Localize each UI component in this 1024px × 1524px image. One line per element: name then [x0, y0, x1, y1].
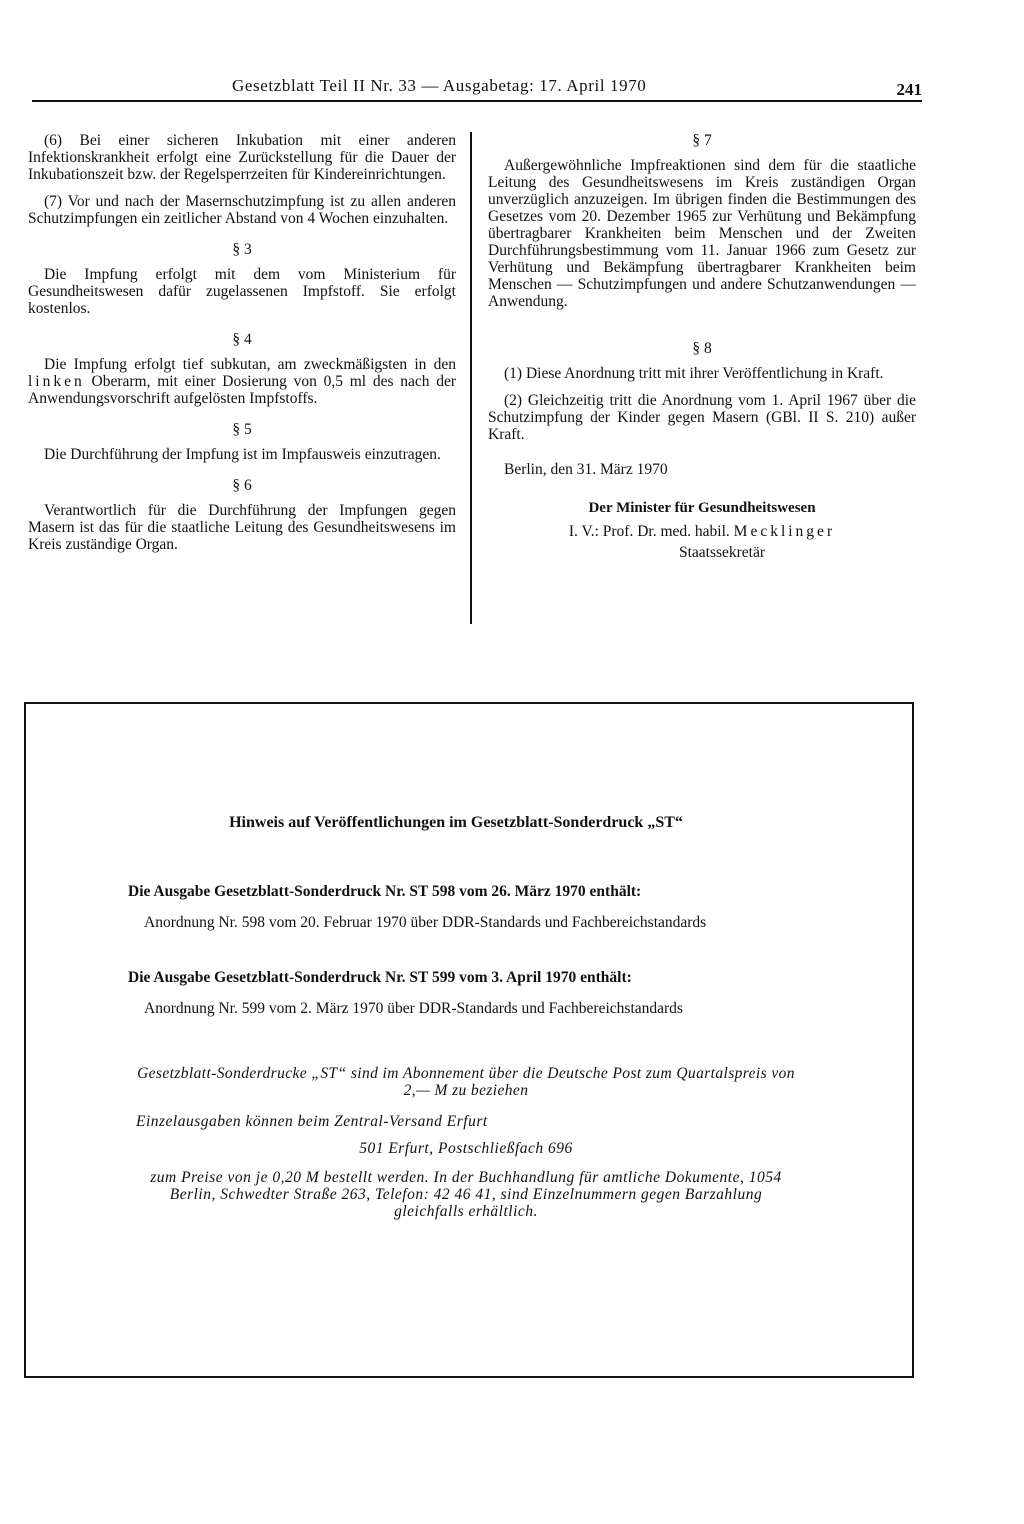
section-3-heading: § 3	[232, 241, 252, 258]
edition-1-body: Anordnung Nr. 598 vom 20. Februar 1970 über DDR-Standards und Fachbereichstandards	[144, 914, 707, 931]
deputy-role: Staatssekretär	[678, 544, 766, 561]
right-column	[488, 132, 916, 561]
notice-box	[24, 702, 914, 1378]
deputy-name: Mecklinger	[733, 523, 836, 540]
deputy-signature	[488, 523, 916, 540]
place-date: Berlin, den 31. März 1970	[504, 461, 668, 478]
section-4-text	[28, 356, 456, 407]
postal-address: 501 Erfurt, Postschließfach 696	[359, 1140, 573, 1157]
paragraph-6: (6) Bei einer sicheren Inkubation mit einer anderen Infektionskrankheit erfolgt eine Zurückstellung für die Dauer der Inkubationszeit bzw. der Regelsperrzeiten für Kindereinrichtungen.	[28, 132, 456, 183]
column-divider	[470, 132, 472, 624]
notice-box-content	[128, 814, 796, 1220]
edition-1-heading: Die Ausgabe Gesetzblatt-Sonderdruck Nr. ST 598 vom 26. März 1970 enthält:	[128, 883, 642, 900]
section-4-text-spaced: linken	[28, 373, 85, 390]
section-6-heading: § 6	[232, 477, 252, 494]
edition-2-heading: Die Ausgabe Gesetzblatt-Sonderdruck Nr. ST 599 vom 3. April 1970 enthält:	[128, 969, 632, 986]
section-5-heading: § 5	[232, 421, 252, 438]
header-title: Gesetzblatt Teil II Nr. 33 — Ausgabetag: 17. April 1970	[232, 76, 647, 95]
price-info: zum Preise von je 0,20 M bestellt werden. In der Buchhandlung für amtliche Dokumente, 1054 Berlin, Schwedter Straße 263, Telefon: 42 46 41, sind Einzelnummern gegen Barzahlung gleichfalls erhältlich.	[150, 1169, 782, 1220]
page-number: 241	[896, 80, 922, 99]
edition-2-body: Anordnung Nr. 599 vom 2. März 1970 über DDR-Standards und Fachbereichstandards	[144, 1000, 683, 1017]
section-4-heading: § 4	[232, 331, 252, 348]
section-5-text: Die Durchführung der Impfung ist im Impfausweis einzutragen.	[44, 446, 441, 463]
section-4-text-a: Die Impfung erfolgt tief subkutan, am zweckmäßigsten in den	[44, 356, 456, 373]
section-6-text: Verantwortlich für die Durchführung der Impfungen gegen Masern ist das für die staatliche Leitung des Gesundheitswesens im Kreis zuständige Organ.	[28, 502, 456, 553]
single-issues-note: Einzelausgaben können beim Zentral-Versand Erfurt	[136, 1113, 488, 1130]
section-4-text-b: Oberarm, mit einer Dosierung von 0,5 ml des nach der Anwendungsvorschrift aufgelösten Impfstoffs.	[28, 373, 457, 407]
section-8-para-2: (2) Gleichzeitig tritt die Anordnung vom 1. April 1967 über die Schutzimpfung der Kinder gegen Masern (GBl. II S. 210) außer Kraft.	[488, 392, 916, 443]
left-column	[28, 132, 456, 553]
section-3-text: Die Impfung erfolgt mit dem vom Ministerium für Gesundheitswesen dafür zugelassenen Impfstoff. Sie erfolgt kostenlos.	[28, 266, 456, 317]
deputy-prefix: I. V.: Prof. Dr. med. habil.	[568, 523, 730, 540]
subscription-note: Gesetzblatt-Sonderdrucke „ST“ sind im Abonnement über die Deutsche Post zum Quartalspreis von 2,— M zu beziehen	[137, 1065, 795, 1099]
section-7-heading: § 7	[692, 132, 712, 149]
notice-heading: Hinweis auf Veröffentlichungen im Gesetzblatt-Sonderdruck „ST“	[229, 814, 683, 831]
minister-title: Der Minister für Gesundheitswesen	[588, 500, 816, 516]
paragraph-7: (7) Vor und nach der Masernschutzimpfung ist zu allen anderen Schutzimpfungen ein zeitlicher Abstand von 4 Wochen einzuhalten.	[28, 193, 456, 227]
section-7-text: Außergewöhnliche Impfreaktionen sind dem für die staatliche Leitung des Gesundheitswesens im Kreis zuständigen Organ unverzüglich anzuzeigen. Im übrigen finden die Bestimmungen des Gesetzes vom 20. Dezember 1965 zur Verhütung und Bekämpfung übertragbarer Krankheiten beim Menschen und der Zweiten Durchführungsbestimmung vom 11. Januar 1966 zum Gesetz zur Verhütung und Bekämpfung übertragbarer Krankheiten beim Menschen — Schutzimpfungen und andere Schutzanwendungen — Anwendung.	[488, 157, 916, 310]
section-8-heading: § 8	[692, 340, 712, 357]
page-header	[32, 76, 922, 102]
section-8-para-1: (1) Diese Anordnung tritt mit ihrer Veröffentlichung in Kraft.	[504, 365, 884, 382]
